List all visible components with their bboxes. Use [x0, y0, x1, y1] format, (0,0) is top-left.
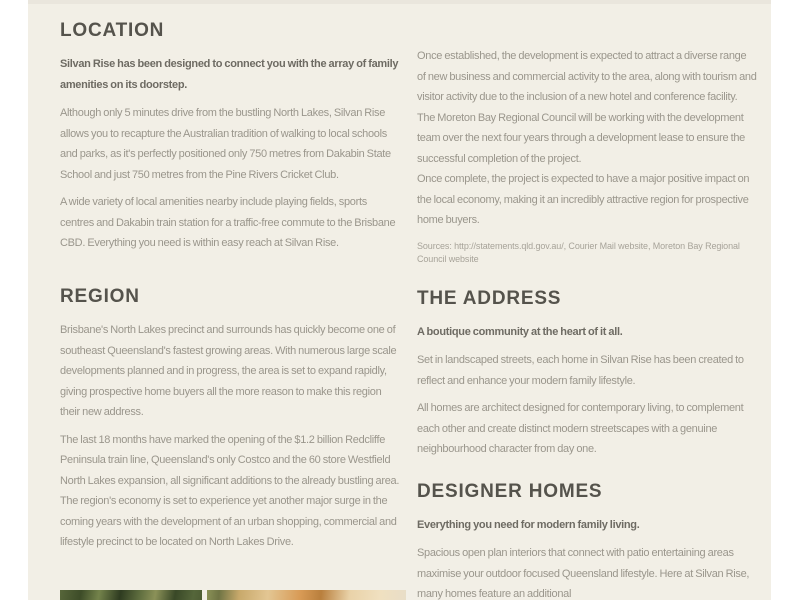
the-address-paragraph-1: Set in landscaped streets, each home in Silvan Rise has been created to reflect and enhance your modern family lifestyle.: [417, 354, 744, 387]
the-address-heading: THE ADDRESS: [417, 288, 562, 309]
region-paragraph-4: Once complete, the project is expected to have a major positive impact on the local economy, making it an incredibly attractive region for prospective home buyers.: [417, 173, 750, 226]
region-paragraph-3: Once established, the development is expected to attract a diverse range of new business and commercial activity to the area, along with tourism and visitor activity due to the inclusion of a new hotel and conference facility. The Moreton Bay Regional Council will be working with the development team over the next four years through a development lease to ensure the successful completion of the project.: [417, 50, 757, 165]
the-address-lead: A boutique community at the heart of it all.: [417, 326, 623, 338]
region-paragraph-2: The last 18 months have marked the opening of the $1.2 billion Redcliffe Peninsula train line, Queensland's only Costco and the 60 store Westfield North Lakes expansion, all significant additions to the already bustling area. The region's economy is set to experience yet another major surge in the coming years with the development of an urban shopping, commercial and lifestyle precinct to be located on North Lakes Drive.: [60, 433, 400, 548]
location-paragraph-1: Although only 5 minutes drive from the bustling North Lakes, Silvan Rise allows you to recapture the Australian tradition of walking to local schools and parks, as it's perfectly positioned only 750 metres from Dakabin State School and just 750 metres from the Pine Rivers Cricket Club.: [60, 107, 391, 181]
section-region: [60, 286, 400, 560]
trees-photo: [60, 590, 202, 600]
designer-homes-lead: Everything you need for modern family living.: [417, 519, 640, 531]
park-photo: [207, 590, 406, 600]
designer-homes-heading: DESIGNER HOMES: [417, 481, 603, 502]
top-edge-strip: [28, 0, 771, 4]
designer-homes-paragraph-1: Spacious open plan interiors that connect with patio entertaining areas maximise your outdoor focused Queensland lifestyle. Here at Silvan Rise, many homes feature an additional: [417, 547, 750, 600]
region-heading: REGION: [60, 286, 140, 307]
section-location: [60, 20, 400, 261]
section-the-address: [417, 288, 757, 467]
location-paragraph-2: A wide variety of local amenities nearby include playing fields, sports centres and Dakabin train station for a traffic-free commute to the Brisbane CBD. Everything you need is within easy reach at Silvan Rise.: [60, 196, 396, 249]
the-address-paragraph-2: All homes are architect designed for contemporary living, to complement each other and create distinct modern streetscapes with a genuine neighbourhood character from day one.: [417, 402, 744, 455]
location-heading: LOCATION: [60, 20, 165, 41]
location-lead: Silvan Rise has been designed to connect you with the array of family amenities on its doorstep.: [60, 58, 399, 91]
section-region-continued: [417, 46, 757, 275]
section-designer-homes: [417, 481, 757, 600]
sources-note: Sources: http://statements.qld.gov.au/, Courier Mail website, Moreton Bay Regional Council website: [417, 240, 740, 264]
brochure-page: [28, 0, 771, 600]
region-paragraph-1: Brisbane's North Lakes precinct and surrounds has quickly become one of southeast Queensland's fastest growing areas. With numerous large scale developments planned and in progress, the area is set to expand rapidly, giving prospective home buyers all the more reason to make this region their new address.: [60, 324, 397, 418]
